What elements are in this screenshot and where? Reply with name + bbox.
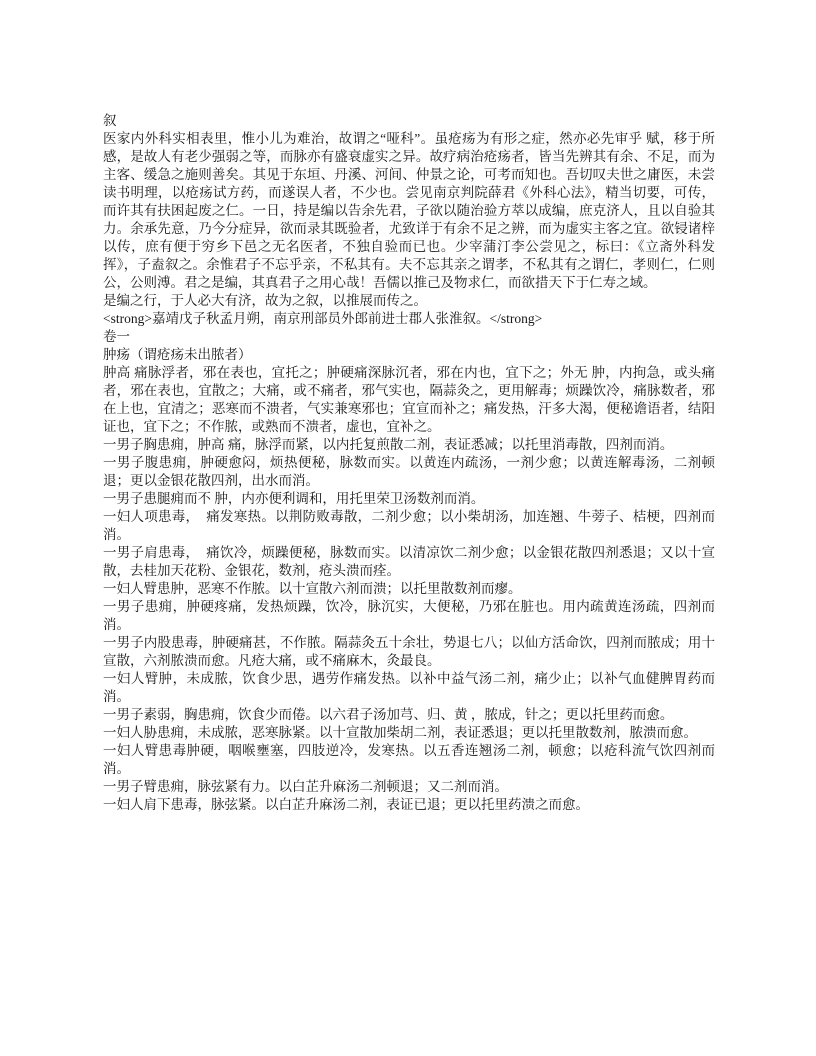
case-entry: 一男子内股患毒，肿硬痛甚，不作脓。隔蒜灸五十余壮，势退七八；以仙方活命饮，四剂而脓成；用十宣散，六剂脓溃而愈。凡疮大痛，或不痛麻木，灸最良。 xyxy=(103,635,715,668)
document-content xyxy=(103,112,715,814)
chapter-subtitle: 肿疡（谓疮疡未出脓者） xyxy=(103,347,252,362)
volume-title: 卷一 xyxy=(103,329,130,344)
case-entry: 一妇人臂患肿，恶寒不作脓。以十宣散六剂而溃；以托里散数剂而瘳。 xyxy=(103,581,522,596)
chapter-intro-paragraph: 肿高 痛脉浮者，邪在表也，宜托之；肿硬痛深脉沉者，邪在内也，宜下之；外无 肿，内拘急，或头痛者，邪在表也，宜散之；大痛，或不痛者，邪气实也，隔蒜灸之，更用解毒；烦躁饮冷，痛脉数者，邪在上也，宜清之；恶寒而不溃者，气实兼寒邪也；宜宣而补之；痛发热，汗多大渴，便秘谵语者，结阳证也，宜下之；不作脓，或熟而不溃者，虚也，宜补之。 xyxy=(103,365,715,434)
case-entry: 一男子患痈，肿硬疼痛，发热烦躁，饮冷，脉沉实，大便秘，乃邪在脏也。用内疏黄连汤疏，四剂而消。 xyxy=(103,599,715,632)
case-entry: 一男子肩患毒， 痛饮冷，烦躁便秘，脉数而实。以清凉饮二剂少愈；以金银花散四剂悉退；又以十宣散，去桂加天花粉、金银花，数剂，疮头溃而痊。 xyxy=(103,545,715,578)
case-entry: 一男子患腿痈而不 肿，内亦便利调和，用托里荣卫汤数剂而消。 xyxy=(103,491,485,506)
chapter-body xyxy=(103,364,715,814)
preface-closing-line: 是编之行，于人必大有济，故为之叙，以推展而传之。 xyxy=(103,293,427,308)
case-entry: 一妇人胁患痈，未成脓，恶寒脉紧。以十宣散加柴胡二剂，表证悉退；更以托里散数剂，脓溃而愈。 xyxy=(103,725,697,740)
case-entry: 一男子臂患痈，脉弦紧有力。以白芷升麻汤二剂顿退；又二剂而消。 xyxy=(103,779,508,794)
volume-heading-block xyxy=(103,328,715,364)
case-entry: 一男子胸患痈，肿高 痛，脉浮而紧，以内托复煎散二剂，表证悉减；以托里消毒散，四剂而消。 xyxy=(103,437,674,452)
preface-heading: 叙 xyxy=(103,113,117,128)
case-entry: 一男子素弱，胸患痈，饮食少而倦。以六君子汤加芎、归、黄 ，脓成，针之；更以托里药而愈。 xyxy=(103,707,674,722)
preface-body-text: 医家内外科实相表里，惟小儿为难治，故谓之“哑科”。虽疮疡为有形之症，然亦必先审乎 赋，移于所感，是故人有老少强弱之等，而脉亦有盛衰虚实之异。故疗病治疮疡者，皆当先辨其有余、不足，而为主客、缓急之施则善矣。其见于东垣、丹溪、河间、仲景之论，可考而知也。吾切叹夫世之庸医，未尝读书明理，以疮疡试方药，而遂误人者，不少也。尝见南京判院薛君《外科心法》，精当切要，可传，而许其有扶困起废之仁。一日，持是编以告余先君，子欲以随治验方萃以成编，庶克济人，且以自验其力。余承先意，乃今分症异，欲而录其既验者，尤致详于有余不足之辨，而为虚实主客之宜。欲锓诸梓以传，庶有便于穷乡下邑之无名医者，不独自验而已也。少宰蒲汀李公尝见之，标曰：《立斋外科发挥》，子盍叙之。余惟君子不忘乎亲，不私其有。夫不忘其亲之谓孝，不私其有之谓仁，孝则仁，仁则公，公则溥。君之是编，其真君子之用心哉！吾儒以推己及物求仁，而欲措天下于仁寿之域。 xyxy=(103,131,715,290)
case-entry: 一妇人臂患毒肿硬，咽喉壅塞，四肢逆冷，发寒热。以五香连翘汤二剂，顿愈；以疮科流气饮四剂而消。 xyxy=(103,743,715,776)
case-entry: 一妇人臂肿，未成脓，饮食少思，遇劳作痛发热。以补中益气汤二剂，痛少止；以补气血健脾胃药而消。 xyxy=(103,671,715,704)
case-entry: 一男子腹患痈，肿硬愈闷，烦热便秘，脉数而实。以黄连内疏汤，一剂少愈；以黄连解毒汤，二剂顿退；更以金银花散四剂，出水而消。 xyxy=(103,455,715,488)
case-entry: 一妇人肩下患毒，脉弦紧。以白芷升麻汤二剂，表证已退；更以托里药溃之而愈。 xyxy=(103,797,589,812)
preface-signature-line: <strong>嘉靖戊子秋孟月朔，南京刑部员外郎前进士郡人张淮叙。</strong> xyxy=(103,311,543,326)
case-entry: 一妇人项患毒， 痛发寒热。以荆防败毒散，二剂少愈；以小柴胡汤，加连翘、牛蒡子、桔梗，四剂而消。 xyxy=(103,509,715,542)
preface-paragraph xyxy=(103,130,715,328)
